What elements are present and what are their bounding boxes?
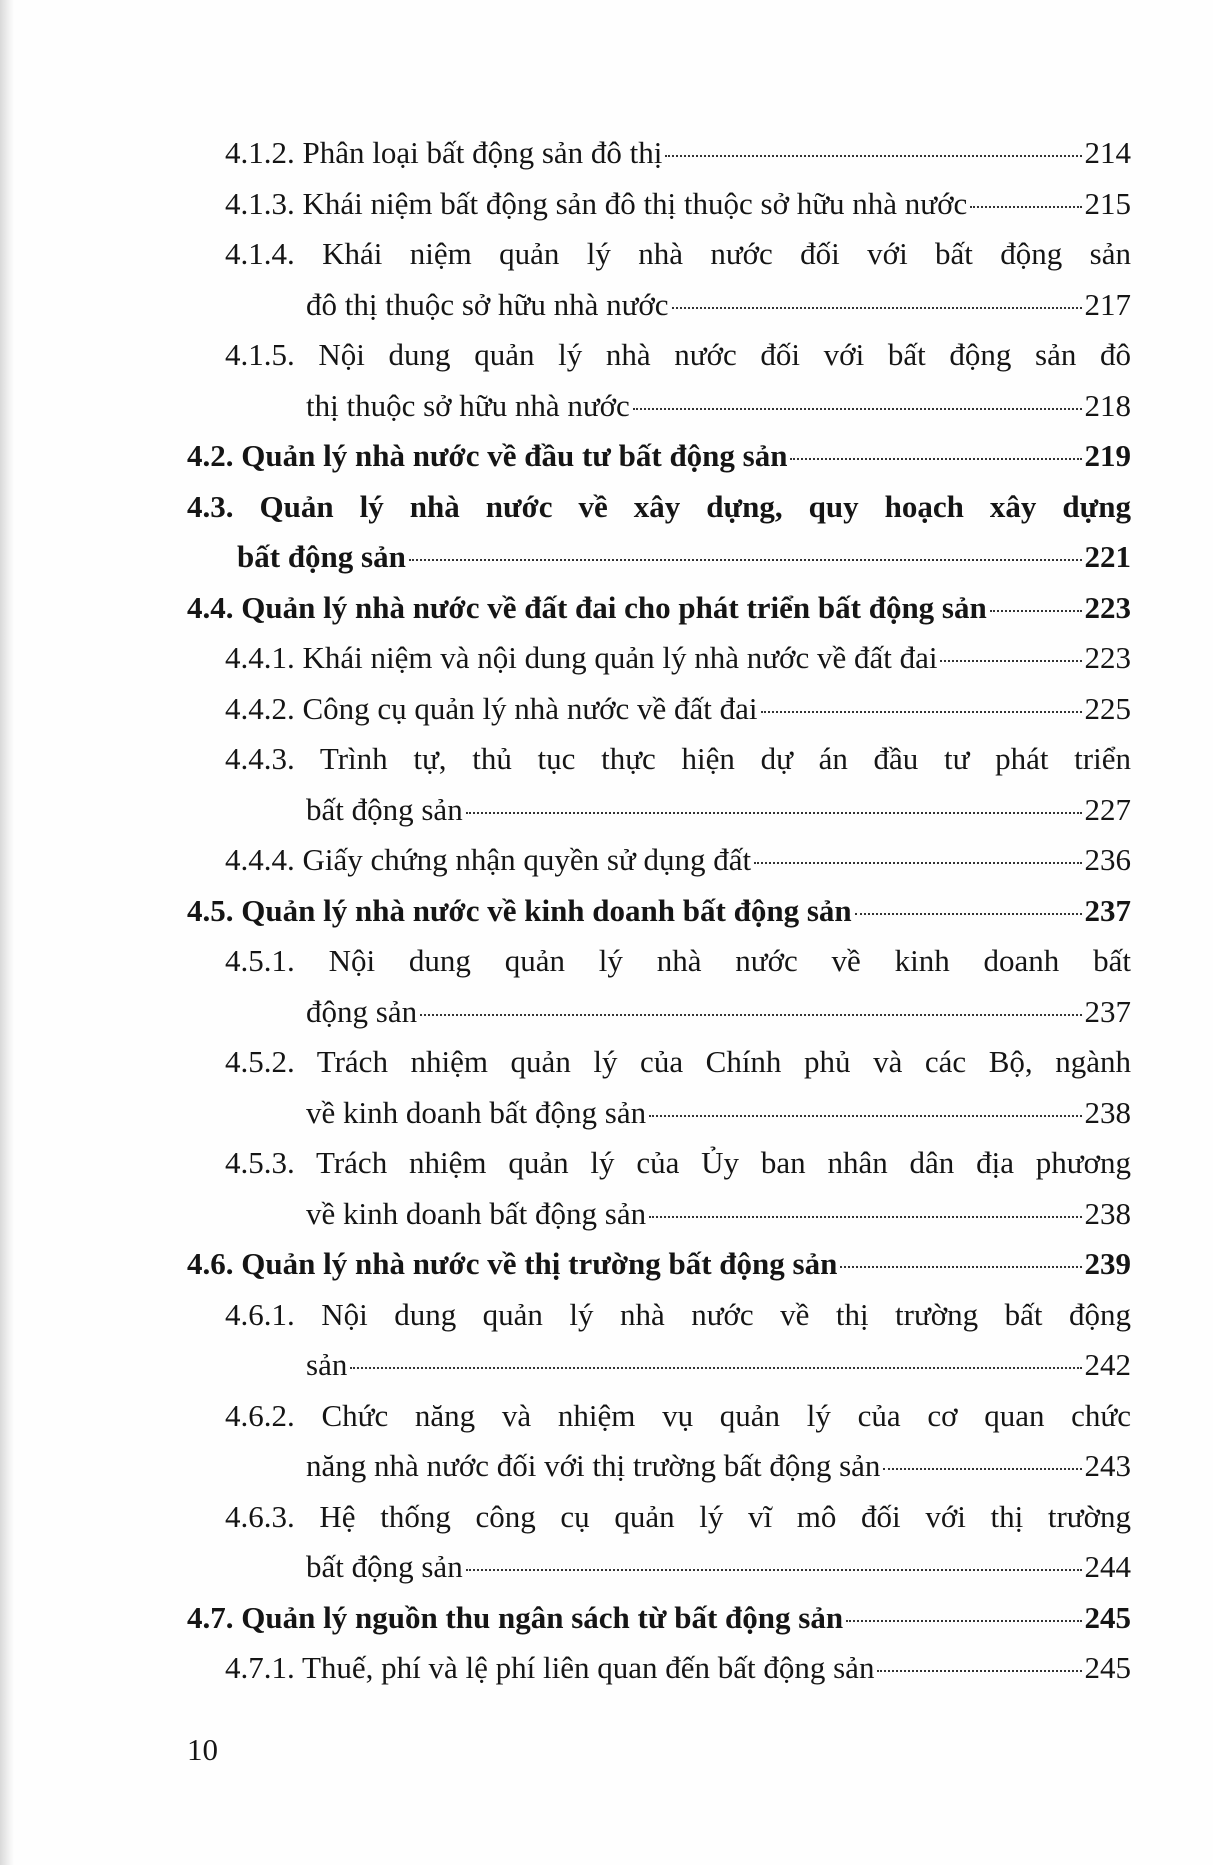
toc-entry-text: 4.5. Quản lý nhà nước về kinh doanh bất động sản bbox=[187, 892, 852, 928]
toc-page-number: 245 bbox=[1084, 1599, 1131, 1635]
toc-entry-text: sản bbox=[306, 1347, 348, 1382]
dot-leader bbox=[940, 660, 1081, 662]
toc-entry-text: động sản bbox=[306, 993, 418, 1029]
toc-entry-text: bất động sản bbox=[306, 1549, 463, 1584]
toc-page-number: 221 bbox=[1084, 539, 1131, 574]
toc-page-number: 223 bbox=[1084, 640, 1131, 675]
toc-entry-text: 4.7. Quản lý nguồn thu ngân sách từ bất động sản bbox=[187, 1599, 844, 1635]
dot-leader bbox=[761, 711, 1082, 713]
toc-page-number: 237 bbox=[1084, 993, 1131, 1029]
toc-entry bbox=[187, 1290, 1131, 1391]
dot-leader bbox=[855, 913, 1082, 915]
toc-entry-text: về kinh doanh bất động sản bbox=[306, 1094, 647, 1130]
dot-leader bbox=[990, 610, 1082, 612]
dot-leader bbox=[466, 1569, 1082, 1571]
toc-entry bbox=[187, 734, 1131, 835]
toc-entry bbox=[187, 1391, 1131, 1492]
dot-leader bbox=[754, 862, 1081, 864]
dot-leader bbox=[633, 408, 1082, 410]
toc-entry bbox=[187, 482, 1131, 583]
dot-leader bbox=[877, 1670, 1081, 1672]
toc-entry bbox=[187, 1643, 1131, 1694]
toc-entry-text: 4.1.5. Nội dung quản lý nhà nước đối với bất động sản đô bbox=[225, 337, 1131, 372]
toc-entry-text: 4.1.4. Khái niệm quản lý nhà nước đối với bất động sản bbox=[225, 236, 1131, 271]
toc-page-number: 242 bbox=[1084, 1347, 1131, 1382]
toc-entry bbox=[187, 1593, 1131, 1644]
toc-entry bbox=[187, 1239, 1131, 1290]
toc-entry-text: đô thị thuộc sở hữu nhà nước bbox=[306, 286, 669, 322]
toc-page-number: 243 bbox=[1084, 1448, 1131, 1483]
toc-entry bbox=[187, 1492, 1131, 1593]
toc-page-number: 225 bbox=[1084, 690, 1131, 726]
toc-entry bbox=[187, 633, 1131, 684]
toc-entry-text: về kinh doanh bất động sản bbox=[306, 1195, 647, 1231]
toc-entry-text: 4.4.3. Trình tự, thủ tục thực hiện dự án đầu tư phát triển bbox=[225, 741, 1131, 776]
toc-entry bbox=[187, 1138, 1131, 1239]
toc-page-number: 239 bbox=[1084, 1246, 1131, 1281]
toc-page-number: 214 bbox=[1084, 135, 1131, 170]
toc-entry-text: 4.6. Quản lý nhà nước về thị trường bất động sản bbox=[187, 1246, 838, 1281]
toc-entry bbox=[187, 229, 1131, 330]
dot-leader bbox=[649, 1115, 1081, 1117]
toc-page-number: 227 bbox=[1084, 791, 1131, 827]
toc-entry-text: 4.4.2. Công cụ quản lý nhà nước về đất đai bbox=[225, 690, 758, 726]
toc-entry-text: 4.3. Quản lý nhà nước về xây dựng, quy hoạch xây dựng bbox=[187, 488, 1131, 524]
toc-entry-text: 4.4.1. Khái niệm và nội dung quản lý nhà nước về đất đai bbox=[225, 640, 938, 675]
dot-leader bbox=[672, 307, 1082, 309]
dot-leader bbox=[970, 206, 1081, 208]
dot-leader bbox=[840, 1266, 1081, 1268]
toc-page-number: 236 bbox=[1084, 842, 1131, 877]
dot-leader bbox=[883, 1468, 1081, 1470]
toc-entry bbox=[187, 1037, 1131, 1138]
page-edge-shadow bbox=[0, 0, 14, 1865]
toc-entry-text: 4.6.3. Hệ thống công cụ quản lý vĩ mô đối với thị trường bbox=[225, 1498, 1131, 1534]
toc-entry bbox=[187, 583, 1131, 634]
toc-entry-text: 4.2. Quản lý nhà nước về đầu tư bất động sản bbox=[187, 438, 788, 473]
dot-leader bbox=[649, 1216, 1081, 1218]
toc-page-number: 219 bbox=[1084, 438, 1131, 473]
toc-entry-text: 4.7.1. Thuế, phí và lệ phí liên quan đến bất động sản bbox=[225, 1650, 875, 1685]
dot-leader bbox=[350, 1367, 1081, 1369]
toc-page-number: 223 bbox=[1084, 589, 1131, 625]
page-number: 10 bbox=[187, 1732, 218, 1767]
dot-leader bbox=[790, 458, 1081, 460]
toc-page-number: 237 bbox=[1084, 892, 1131, 928]
toc-entry bbox=[187, 936, 1131, 1037]
toc-page-number: 238 bbox=[1084, 1195, 1131, 1231]
toc-entry bbox=[187, 128, 1131, 179]
toc-page-number: 245 bbox=[1084, 1650, 1131, 1685]
toc-entry-text: bất động sản bbox=[306, 791, 463, 827]
toc-entry-text: thị thuộc sở hữu nhà nước bbox=[306, 387, 630, 423]
toc-page-number: 215 bbox=[1084, 185, 1131, 221]
table-of-contents bbox=[187, 128, 1131, 1694]
toc-entry bbox=[187, 179, 1131, 230]
toc-entry-text: 4.5.2. Trách nhiệm quản lý của Chính phủ và các Bộ, ngành bbox=[225, 1044, 1131, 1079]
toc-entry bbox=[187, 886, 1131, 937]
toc-page-number: 238 bbox=[1084, 1094, 1131, 1130]
toc-entry-text: năng nhà nước đối với thị trường bất động sản bbox=[306, 1448, 881, 1483]
toc-entry bbox=[187, 684, 1131, 735]
dot-leader bbox=[466, 812, 1082, 814]
toc-entry-text: 4.6.1. Nội dung quản lý nhà nước về thị trường bất động bbox=[225, 1296, 1131, 1332]
toc-entry-text: 4.6.2. Chức năng và nhiệm vụ quản lý của cơ quan chức bbox=[225, 1397, 1131, 1433]
dot-leader bbox=[409, 559, 1082, 561]
toc-entry-text: 4.4.4. Giấy chứng nhận quyền sử dụng đất bbox=[225, 842, 752, 877]
toc-page-number: 218 bbox=[1084, 387, 1131, 423]
toc-page-number: 244 bbox=[1084, 1549, 1131, 1584]
toc-entry bbox=[187, 835, 1131, 886]
toc-entry-text: 4.1.2. Phân loại bất động sản đô thị bbox=[225, 135, 663, 170]
toc-page-number: 217 bbox=[1084, 286, 1131, 322]
toc-entry-text: 4.4. Quản lý nhà nước về đất đai cho phát triển bất động sản bbox=[187, 589, 987, 625]
toc-entry bbox=[187, 330, 1131, 431]
dot-leader bbox=[420, 1014, 1081, 1016]
dot-leader bbox=[846, 1620, 1081, 1622]
toc-entry-text: 4.5.1. Nội dung quản lý nhà nước về kinh doanh bất bbox=[225, 943, 1131, 978]
toc-entry bbox=[187, 431, 1131, 482]
toc-entry-text: bất động sản bbox=[237, 539, 406, 574]
dot-leader bbox=[665, 155, 1081, 157]
toc-entry-text: 4.1.3. Khái niệm bất động sản đô thị thuộc sở hữu nhà nước bbox=[225, 185, 968, 221]
toc-entry-text: 4.5.3. Trách nhiệm quản lý của Ủy ban nhân dân địa phương bbox=[225, 1145, 1131, 1180]
